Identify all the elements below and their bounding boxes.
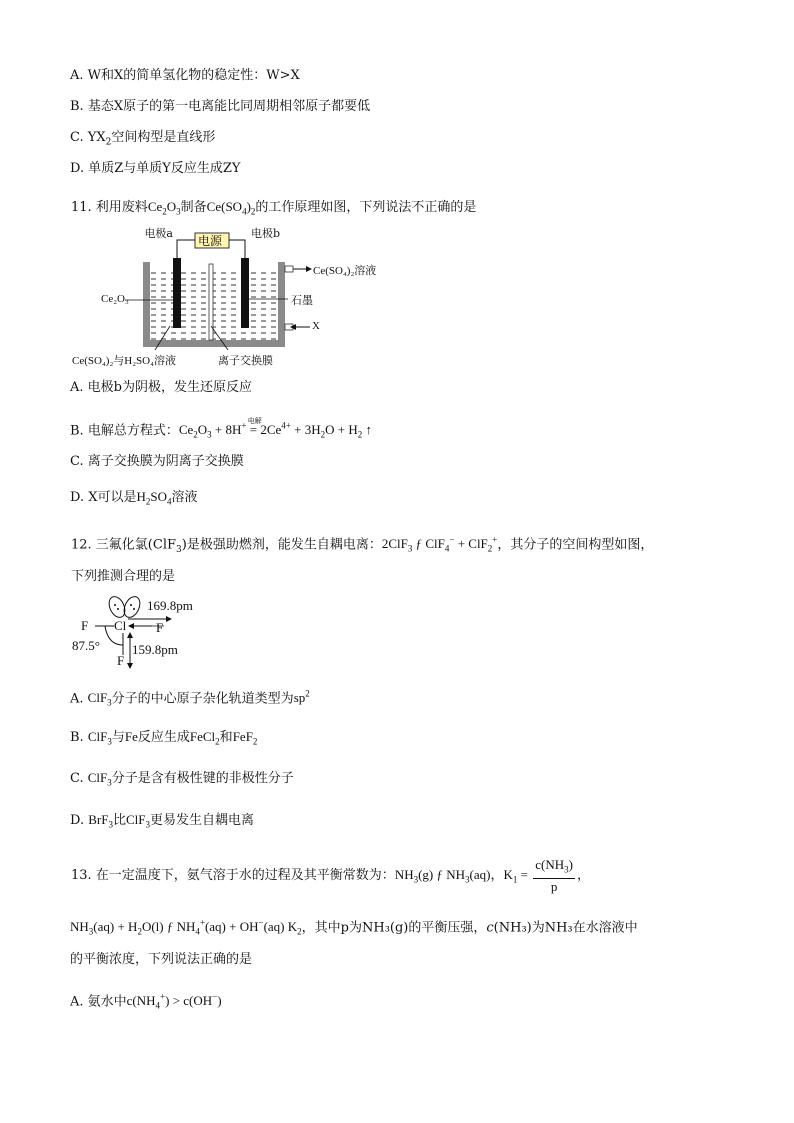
q13-line3: 的平衡浓度，下列说法正确的是 xyxy=(70,952,253,967)
bond-length-equatorial-label: 159.8pm xyxy=(132,642,178,657)
electrolysis-diagram xyxy=(70,228,400,373)
electrode-b-label: 电极b xyxy=(251,227,281,240)
q11-option-b: B. 电解总方程式：$Ce_2O_3 + 8H^+$ 电解 = $2Ce^{4+} + 3H_2O + H_2$ ↑ xyxy=(70,417,372,440)
inlet-x-label: X xyxy=(312,320,320,332)
q10-option-d: D. 单质Z与单质Y反应生成ZY xyxy=(70,161,241,176)
q10-option-c: C. $YX_2$空间构型是直线形 xyxy=(70,130,216,148)
q13-option-a: A. 氨水中$c(NH_4^+) > c(OH^-)$ xyxy=(70,992,222,1011)
graphite-label: 石墨 xyxy=(291,294,313,307)
product-outlet-label: Ce(SO₄)₂溶液 xyxy=(313,265,377,277)
q11-title: 11. 利用废料$Ce_2O_3$制备$Ce(SO_4)_2$的工作原理如图，下列说法不正确的是 xyxy=(71,199,477,217)
q11-option-c: C. 离子交换膜为阴离子交换膜 xyxy=(70,454,244,469)
q12-option-b: B. ClF$_3$与Fe反应生成FeCl$_2$和FeF$_2$ xyxy=(70,729,258,747)
bond-length-axial-label: 169.8pm xyxy=(147,598,193,613)
solution-label: Ce(SO₄)₂与H₂SO₄溶液 xyxy=(72,355,176,367)
q11-option-d: D. X可以是$H_2SO_4$溶液 xyxy=(70,489,198,507)
fluorine-left-label: F xyxy=(81,618,89,633)
power-label: 电源 xyxy=(198,234,223,248)
q12-option-a: A. ClF$_3$分子的中心原子杂化轨道类型为$sp^2$ xyxy=(70,689,310,708)
q12-title-line2: 下列推测合理的是 xyxy=(71,569,176,584)
clf3-structure-diagram xyxy=(70,593,230,671)
ce2o3-label: Ce₂O₃ xyxy=(101,293,129,305)
chlorine-label: Cl xyxy=(114,618,127,633)
q10-option-b: B. 基态X原子的第一电离能比同周期相邻原子都要低 xyxy=(70,99,371,114)
bond-angle-label: 87.5° xyxy=(72,638,100,653)
q10-option-a: A. W和X的简单氢化物的稳定性：W>X xyxy=(70,68,300,83)
q13-title: 13. 在一定温度下，氨气溶于水的过程及其平衡常数为：$NH_3(g)$ ƒ $NH_3(aq)$，$K_1$ = $\frac{c(NH_3)}{p}$ ， xyxy=(71,857,590,894)
electrode-a-label: 电极a xyxy=(144,227,173,240)
fluorine-right-label: F xyxy=(156,620,164,635)
fluorine-bottom-label: F xyxy=(117,653,125,668)
q12-title: 12. 三氟化氯(ClF$_3$)是极强助燃剂，能发生自耦电离：2ClF$_3$ ƒ ClF$_4$− + ClF$_2$+，其分子的空间构型如图， xyxy=(71,535,654,555)
q12-option-c: C. ClF$_3$分子是含有极性键的非极性分子 xyxy=(70,770,294,788)
membrane-label: 离子交换膜 xyxy=(218,354,273,367)
q12-option-d: D. BrF$_3$比ClF$_3$更易发生自耦电离 xyxy=(70,812,255,830)
q13-line2: $NH_3(aq) + H_2O(l)$ ƒ $NH_4^+(aq) + OH^-(aq)$ $K_2$，其中p为NH₃(g)的平衡压强，c(NH₃)为NH₃在水溶液中 xyxy=(70,918,638,937)
q11-option-a: A. 电极b为阴极，发生还原反应 xyxy=(70,380,252,395)
